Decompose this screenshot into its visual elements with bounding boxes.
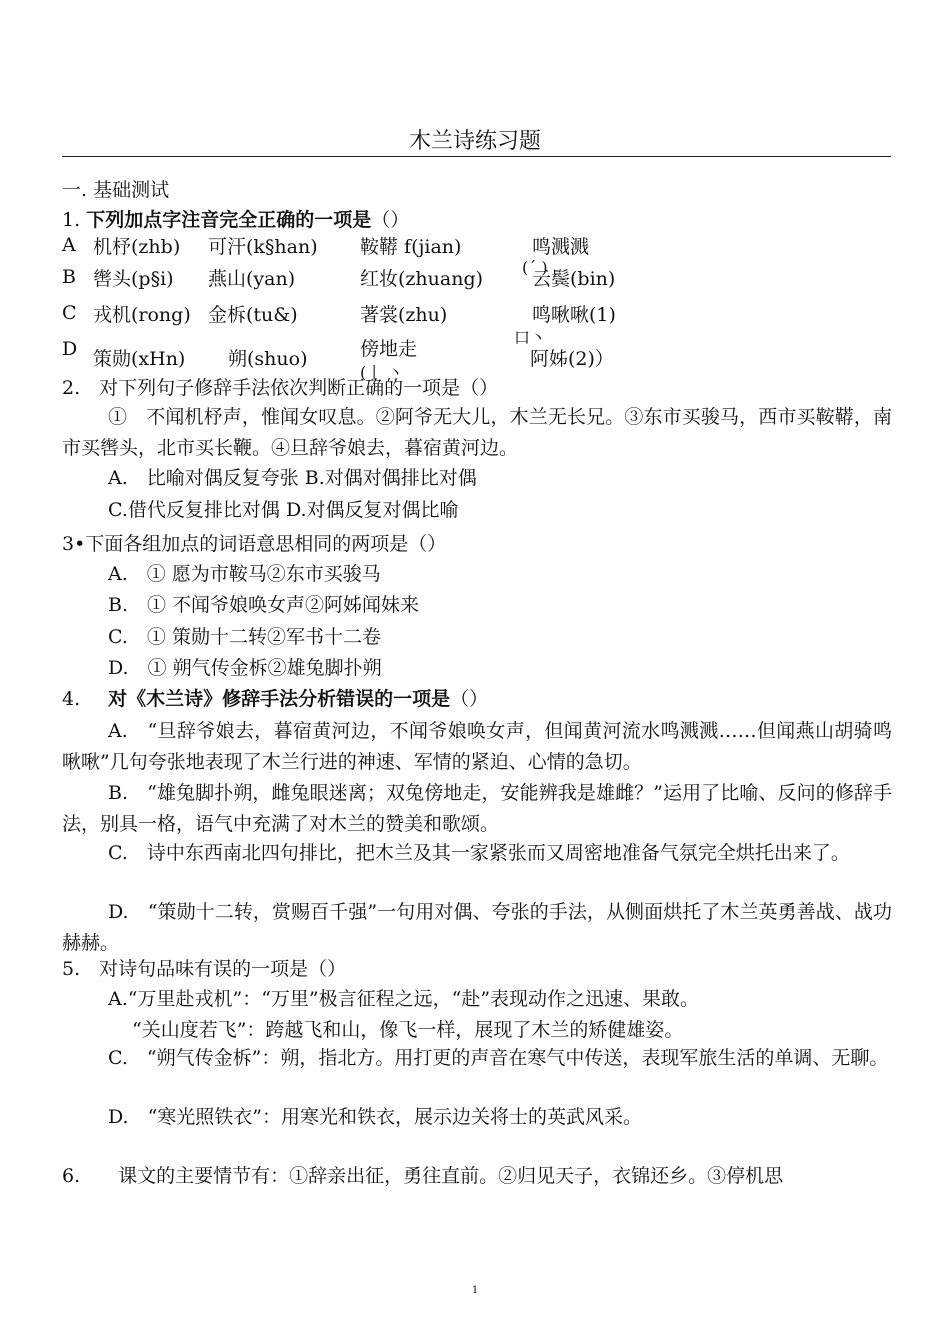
q1-option-d-word3: 傍地走: [360, 338, 418, 360]
q4-option-b: B. “雄兔脚扑朔，雌兔眼迷离；双兔傍地走，安能辨我是雄雌？”运用了比喻、反问的修辞手法，别具一格，语气中充满了对木兰的赞美和歌颂。: [62, 782, 892, 835]
q2-stem: 2. 对下列句子修辞手法依次判断正确的一项是（）: [62, 377, 499, 399]
q1-option-d-word1: 策勋(xHn): [93, 348, 186, 370]
q4-option-a: A. “旦辞爷娘去，暮宿黄河边，不闻爷娘唤女声，但闻黄河流水鸣溅溅……但闻燕山胡骑鸣啾啾”几句夸张地表现了木兰行进的神速、军情的紧迫、心情的急切。: [62, 720, 892, 773]
q3-option-c: C. ① 策勋十二转②军书十二卷: [108, 626, 381, 648]
q1-paren: （）: [371, 209, 410, 231]
q5-option-b: “关山度若飞”：跨越飞和山，像飞一样，展现了木兰的矫健雄姿。: [132, 1019, 684, 1041]
q2-option-ab: A. 比喻对偶反复夸张 B.对偶对偶排比对偶: [108, 467, 477, 489]
q4-number: 4.: [62, 688, 81, 710]
q3-option-b: B. ① 不闻爷娘唤女声②阿姊闻妹来: [108, 594, 420, 616]
q3-stem: 3•下面各组加点的词语意思相同的两项是（）: [62, 533, 447, 555]
q5-option-c: C. “朔气传金柝”：朔，指北方。用打更的声音在寒气中传送，表现军旅生活的单调、无聊。: [108, 1047, 889, 1069]
q2-option-cd: C.借代反复排比对偶 D.对偶反复对偶比喻: [108, 499, 459, 521]
q1-option-c-letter: C: [62, 302, 77, 324]
q1-stem: [62, 209, 409, 231]
page-title: 木兰诗练习题: [408, 129, 541, 154]
q1-mark-d: (丨 丶: [360, 363, 404, 382]
title-underline: [62, 156, 891, 157]
q1-option-a-word1: 机杼(zhb): [93, 236, 181, 258]
q1-option-b-word3: 红妆(zhuang): [360, 268, 484, 290]
q1-option-c-word3: 著裳(zhu): [360, 304, 448, 326]
q1-option-c-word1: 戎机(rong): [93, 304, 191, 326]
q6-stem: 6. 课文的主要情节有：①辞亲出征，勇往直前。②归见天子，衣锦还乡。③停机思: [62, 1165, 784, 1187]
q1-stem-text: 下列加点字注音完全正确的一项是: [86, 209, 372, 231]
q1-mark-c: 口丶: [514, 328, 547, 347]
q1-option-b-word2: 燕山(yan): [208, 268, 296, 290]
q1-number: 1.: [62, 209, 81, 231]
q1-mark-a: (ˊ ): [522, 258, 548, 277]
q1-option-b-letter: B: [62, 266, 76, 288]
q4-option-c: C. 诗中东西南北四句排比，把木兰及其一家紧张而又周密地准备气氛完全烘托出来了。: [108, 842, 850, 864]
q5-option-a: A.“万里赴戎机”：“万里”极言征程之远，“赴”表现动作之迅速、果敢。: [108, 988, 700, 1010]
q1-option-a-word3: 鞍鞯 f(jian): [360, 236, 462, 258]
q1-option-d-word2: 朔(shuo): [228, 348, 308, 370]
section-heading: 一. 基础测试: [62, 179, 170, 201]
q1-option-d-word4: 阿姊(2)）: [530, 348, 614, 370]
q4-stem: [62, 688, 488, 710]
q4-option-d: D. “策勋十二转，赏赐百千强”一句用对偶、夸张的手法，从侧面烘托了木兰英勇善战、战功赫赫。: [62, 901, 892, 954]
q4-stem-text: 对《木兰诗》修辞手法分析错误的一项是: [108, 688, 451, 710]
page-number: 1: [471, 1285, 479, 1296]
q5-option-d: D. “寒光照铁衣”：用寒光和铁衣，展示边关将士的英武风采。: [108, 1106, 643, 1128]
q1-option-a-word2: 可汗(k§han): [208, 236, 318, 258]
q1-option-a-word4: 鸣溅溅: [532, 236, 590, 258]
q1-option-a-letter: A: [62, 234, 76, 256]
q1-option-b-word4: 云鬓(bin): [532, 268, 616, 290]
q3-option-a: A. ① 愿为市鞍马②东市买骏马: [108, 563, 381, 585]
q1-option-c-word4: 鸣啾啾(1): [532, 304, 616, 326]
q2-body: ① 不闻机杼声，惟闻女叹息。②阿爷无大儿，木兰无长兄。③东市买骏马，西市买鞍鞯，南市买辔头，北市买长鞭。④旦辞爷娘去，暮宿黄河边。: [62, 406, 892, 459]
q1-option-d-letter: D: [62, 338, 78, 360]
q4-paren: （）: [450, 688, 489, 710]
q1-option-c-word2: 金柝(tu&): [208, 304, 298, 326]
q3-option-d: D. ① 朔气传金柝②雄兔脚扑朔: [108, 657, 382, 679]
q1-option-b-word1: 辔头(p§i): [93, 268, 174, 290]
q5-stem: 5. 对诗句品味有误的一项是（）: [62, 958, 347, 980]
